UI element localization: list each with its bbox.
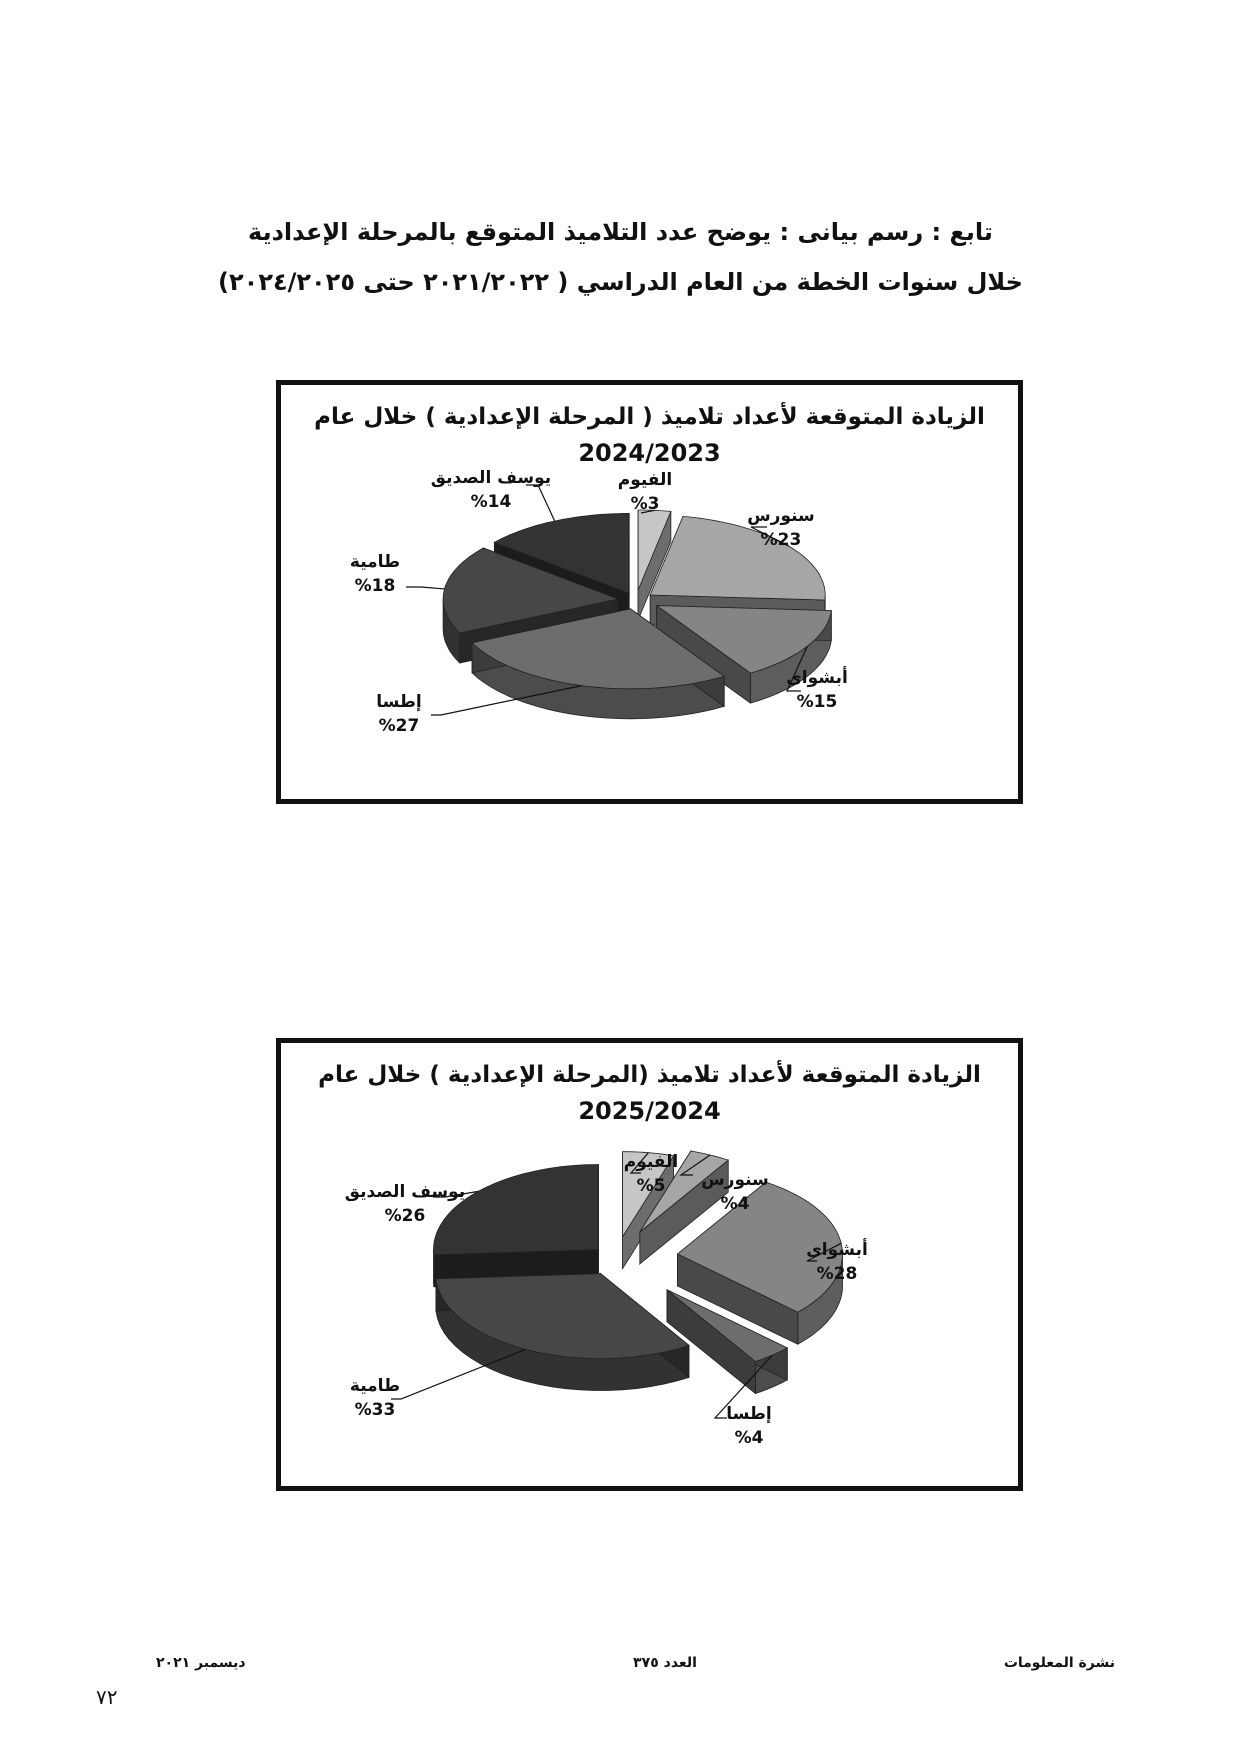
pie-chart-2025-2024: [276, 1038, 1023, 1491]
pie-chart-svg: [281, 1043, 1018, 1486]
pie-label-5: [350, 552, 445, 596]
value-label: %14: [470, 492, 512, 512]
value-label: %4: [720, 1194, 750, 1214]
category-label: أبشواى: [806, 1240, 868, 1260]
page-heading-line2: خلال سنوات الخطة من العام الدراسي ( ٢٠٢١/٢٠٢٢ حتى ٢٠٢٤/٢٠٢٥): [218, 268, 1023, 296]
category-label: الفيوم: [617, 470, 673, 490]
pie-label-1: [618, 470, 673, 514]
category-label: طامية: [349, 1376, 401, 1396]
pie-slice-2: [650, 516, 825, 600]
footer-publication: نشرة المعلومات: [1003, 1655, 1115, 1671]
chart-title-text: الزيادة المتوقعة لأعداد تلاميذ (المرحلة الإعدادية ) خلال عام: [318, 1062, 981, 1088]
chart-subtitle: 2025/2024: [578, 1097, 721, 1125]
category-label: إطسا: [376, 692, 422, 712]
value-label: %15: [796, 692, 838, 712]
leader-line: [406, 587, 445, 589]
pie-slice-6: [434, 1165, 599, 1255]
page-heading-line1: تابع : رسم بيانى : يوضح عدد التلاميذ المتوقع بالمرحلة الإعدادية: [248, 218, 993, 246]
pie-chart-svg: [281, 385, 1018, 799]
value-label: %33: [354, 1400, 396, 1420]
category-label: يوسف الصديق: [430, 468, 552, 488]
value-label: %27: [378, 716, 420, 736]
value-label: %28: [816, 1264, 858, 1284]
leader-line: [526, 485, 555, 521]
value-label: %23: [760, 530, 802, 550]
category-label: يوسف الصديق: [344, 1182, 466, 1202]
footer-issue: العدد ٣٧٥: [633, 1655, 697, 1671]
category-label: طامية: [349, 552, 401, 572]
chart-title-text: الزيادة المتوقعة لأعداد تلاميذ ( المرحلة الإعدادية ) خلال عام: [314, 404, 985, 430]
category-label: الفيوم: [623, 1152, 679, 1172]
category-label: سنورس: [701, 1170, 769, 1190]
pie-label-5: [350, 1349, 526, 1420]
value-label: %3: [630, 494, 660, 514]
category-label: سنورس: [747, 506, 815, 526]
value-label: %18: [354, 576, 396, 596]
value-label: %26: [384, 1206, 426, 1226]
category-label: إطسا: [726, 1404, 772, 1424]
category-label: أبشواى: [786, 668, 848, 688]
chart-subtitle: 2024/2023: [578, 439, 721, 467]
value-label: %4: [734, 1428, 764, 1448]
pie-label-6: [431, 468, 555, 521]
footer-date: ديسمبر ٢٠٢١: [156, 1655, 246, 1671]
page-number: ٧٢: [96, 1685, 118, 1709]
value-label: %5: [636, 1176, 666, 1196]
pie-chart-2024-2023: [276, 380, 1023, 804]
